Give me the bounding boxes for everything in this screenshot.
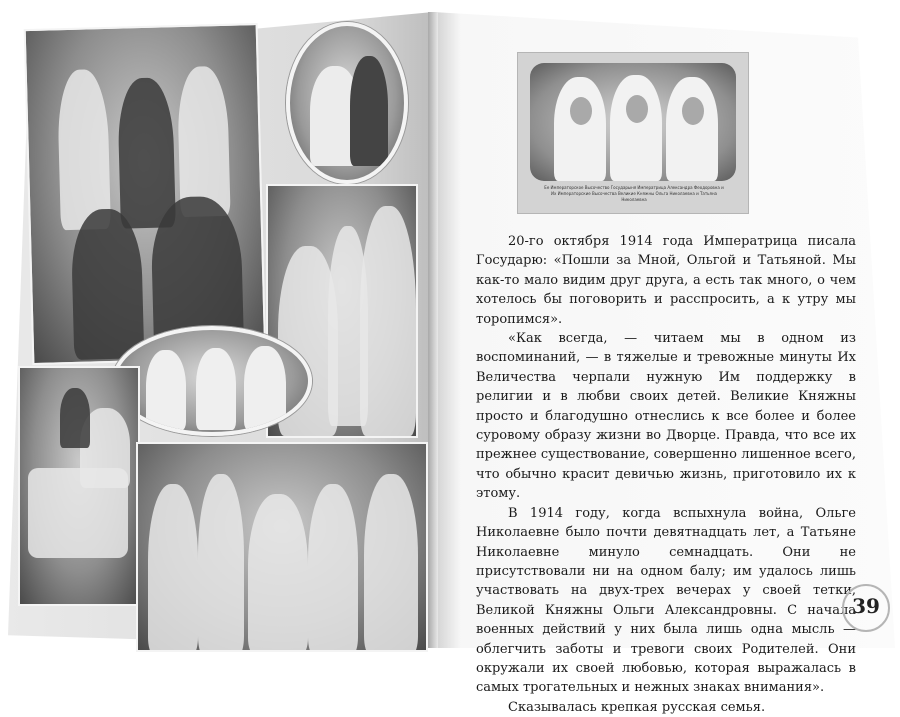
figure <box>350 56 388 166</box>
body-text <box>476 232 856 717</box>
figure <box>364 474 418 652</box>
paragraph: В 1914 году, когда вспыхнула война, Ольге Николаевне было почти девятнадцать лет, а Татьяне Николаевне минуло семнадцать. Они не присутствовали ни на одном балу; им удалось лишь участвовать на двух-трех вечерах у своей тетки, Великой Княжны Ольги Александровны. С начала военных действий у них была лишь одна мысль — облегчить заботы и тревоги своих Родителей. Они окружали их своей любовью, которая выражалась в самых трогательных и нежных знаках внимания». <box>476 505 856 696</box>
photo-image <box>530 63 736 181</box>
figure <box>146 350 186 430</box>
figure <box>244 346 286 430</box>
page-number: 39 <box>852 594 880 618</box>
photo-oval-nurse-and-officer <box>286 22 408 184</box>
paragraph: Сказывалась крепкая русская семья. <box>508 699 766 715</box>
paragraph: «Как всегда, — читаем мы в одном из воспоминаний, — в тяжелые и тревожные минуты Их Величества черпали нужную Им поддержку в религии и в любви своих детей. Великие Княжны просто и благодушно отнеслись к все более и более суровому образу жизни во Дворце. Правда, что все их прежнее существование, совершенно лишенное всего, что обычно красит девичью жизнь, приготовило их к этому. <box>476 331 856 502</box>
figure <box>554 77 606 181</box>
figure <box>148 484 198 652</box>
figure <box>610 75 662 181</box>
figure <box>196 348 236 430</box>
photo-hospital-ward <box>18 366 140 606</box>
photo-three-nurses-framed <box>517 52 749 214</box>
figure <box>360 206 416 436</box>
figure <box>177 66 231 217</box>
figure <box>666 77 718 181</box>
photo-nurses-and-officers <box>24 23 267 365</box>
figure <box>57 69 111 230</box>
face <box>682 97 704 125</box>
face <box>570 97 592 125</box>
figure <box>117 77 176 228</box>
figure <box>308 484 358 652</box>
page-number-ornament <box>842 584 890 632</box>
photo-medical-staff-group <box>136 442 428 652</box>
figure <box>70 208 144 360</box>
photo-caption: Ее Императорское Высочество Государыня Императрица Александра Феодоровна и Их Императорские Высочества Великие Княжны Ольга Николаевна и Татьяна Николаевна <box>544 185 724 202</box>
figure <box>198 474 244 652</box>
figure <box>60 388 90 448</box>
book-spine <box>428 12 438 648</box>
paragraph: 20-го октября 1914 года Императрица писала Государю: «Пошли за Мной, Ольгой и Татьяной. Мы как-то мало видим друг друга, а есть так много, о чем хотелось бы поговорить и расспросить, а к утру мы торопимся». <box>476 234 856 327</box>
face <box>626 95 648 123</box>
figure <box>248 494 308 652</box>
photo-oval-three-nurses <box>112 326 312 436</box>
